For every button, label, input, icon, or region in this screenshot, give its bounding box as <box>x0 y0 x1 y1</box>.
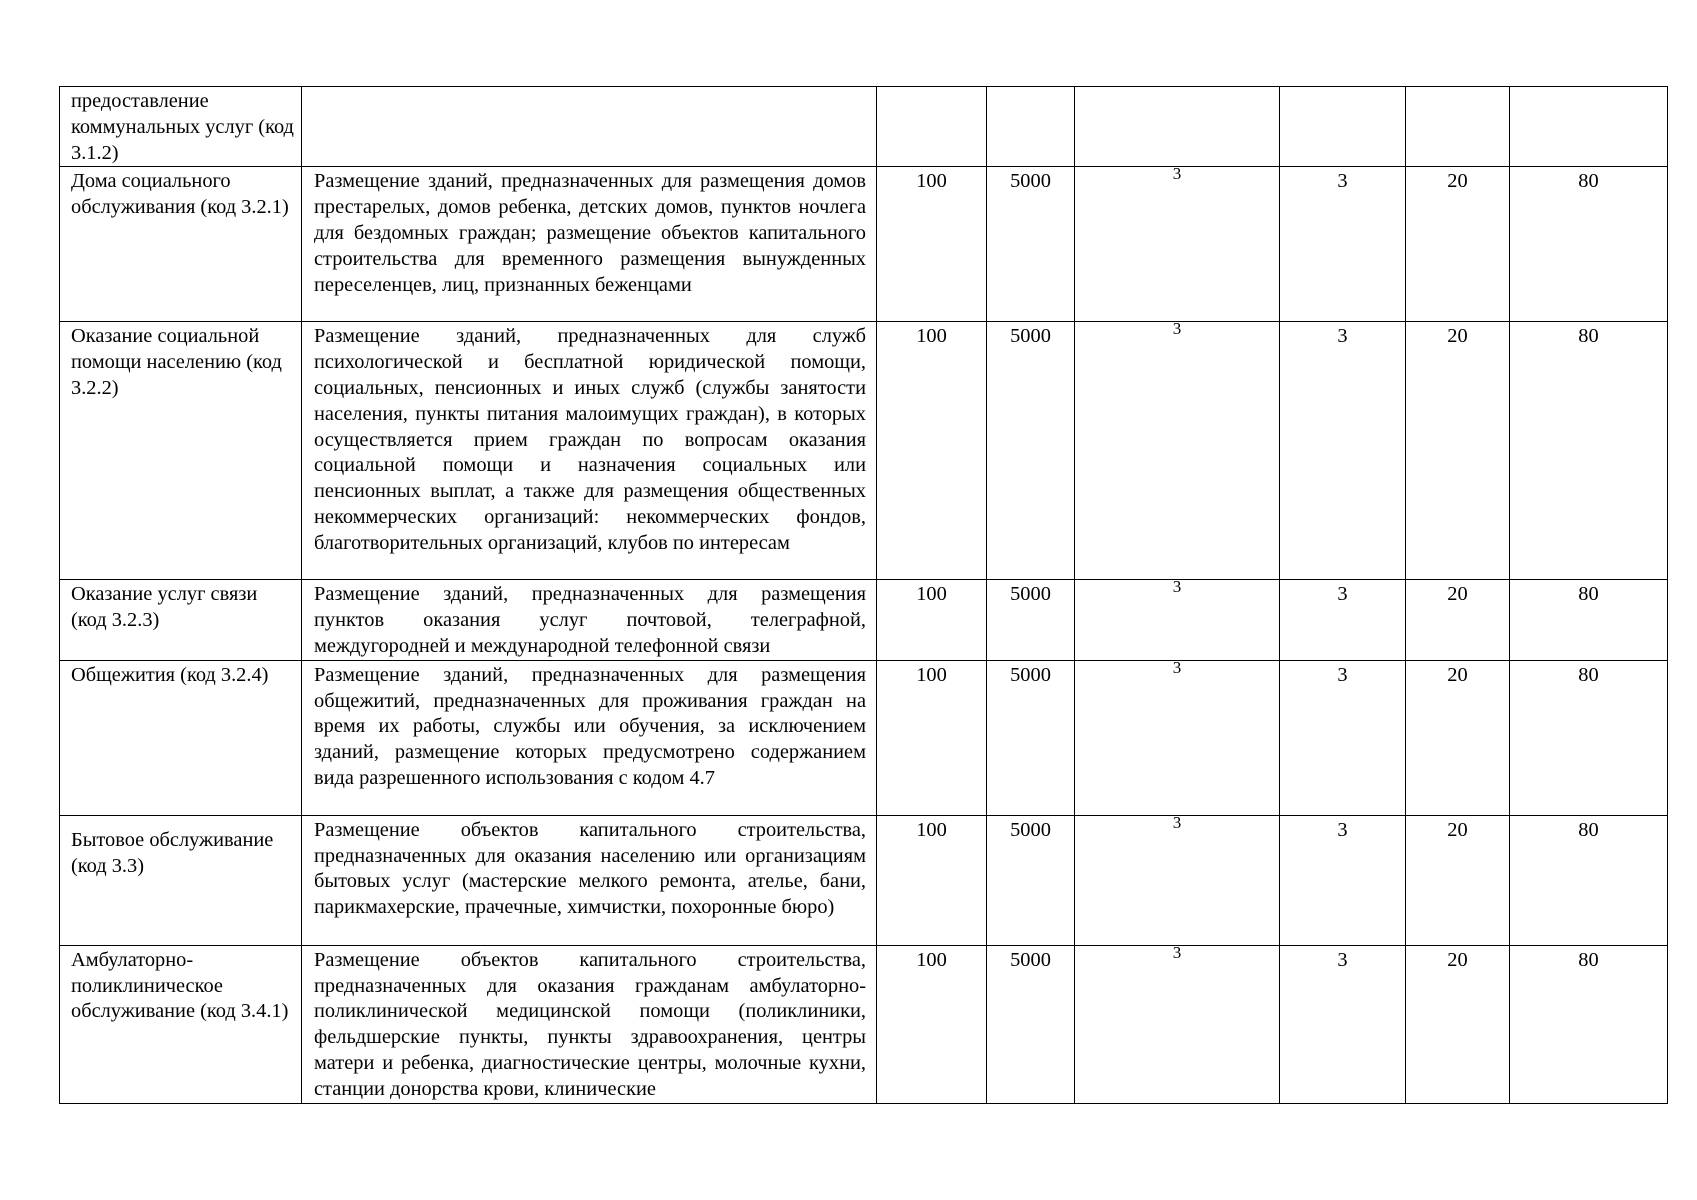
use-type-description <box>302 87 877 167</box>
table-row <box>60 945 1668 1103</box>
table-row <box>60 580 1668 660</box>
value-cell <box>1075 812 1280 945</box>
value-cell: 100 <box>877 167 987 322</box>
value-cell <box>1075 164 1280 322</box>
value-cell: 5000 <box>987 660 1075 815</box>
value-cell: 80 <box>1510 167 1668 322</box>
value-cell: 80 <box>1510 580 1668 660</box>
use-type-description: Размещение зданий, предназначенных для размещения домов престарелых, домов ребенка, детских домов, пунктов ночлега для бездомных граждан; размещение объектов капитального строительства для временного размещения вынужденных переселенцев, лиц, признанных беженцами <box>302 167 877 322</box>
value-cell: 20 <box>1406 945 1510 1103</box>
table-row <box>60 167 1668 322</box>
value-cell: 80 <box>1510 660 1668 815</box>
value-cell: 80 <box>1510 815 1668 945</box>
value-cell: 20 <box>1406 815 1510 945</box>
value-cell: 20 <box>1406 322 1510 580</box>
use-type-name: Оказание социальной помощи населению (код 3.2.2) <box>60 322 302 580</box>
value-cell <box>1406 87 1510 167</box>
land-use-regulations-table <box>59 86 1668 1104</box>
value-cell: 80 <box>1510 322 1668 580</box>
value-cell: 3 <box>1280 580 1406 660</box>
value-cell-text: 3 <box>1172 319 1182 339</box>
value-cell <box>877 87 987 167</box>
value-cell: 5000 <box>987 322 1075 580</box>
value-cell: 100 <box>877 322 987 580</box>
value-cell: 3 <box>1280 660 1406 815</box>
value-cell: 100 <box>877 945 987 1103</box>
value-cell: 5000 <box>987 167 1075 322</box>
use-type-name: Оказание услуг связи (код 3.2.3) <box>60 580 302 660</box>
table-row <box>60 322 1668 580</box>
value-cell: 20 <box>1406 660 1510 815</box>
value-cell: 3 <box>1280 945 1406 1103</box>
value-cell: 3 <box>1280 322 1406 580</box>
use-type-name: предоставление коммунальных услуг (код 3.1.2) <box>60 87 302 167</box>
table-row <box>60 815 1668 945</box>
table-row <box>60 660 1668 815</box>
value-cell: 3 <box>1280 815 1406 945</box>
value-cell <box>1280 87 1406 167</box>
value-cell: 20 <box>1406 580 1510 660</box>
use-type-name <box>60 815 302 945</box>
value-cell: 20 <box>1406 167 1510 322</box>
value-cell-text: 3 <box>1172 657 1182 677</box>
value-cell-text: 3 <box>1172 812 1182 832</box>
value-cell: 100 <box>877 580 987 660</box>
value-cell: 5000 <box>987 580 1075 660</box>
value-cell <box>1510 87 1668 167</box>
value-cell-text: 3 <box>1172 164 1182 184</box>
use-type-description: Размещение объектов капитального строительства, предназначенных для оказания гражданам амбулаторно-поликлинической медицинской помощи (поликлиники, фельдшерские пункты, пункты здравоохранения, центры матери и ребенка, диагностические центры, молочные кухни, станции донорства крови, клинические <box>302 945 877 1103</box>
value-cell-text: 3 <box>1172 577 1182 597</box>
value-cell <box>1075 942 1280 1103</box>
value-cell: 5000 <box>987 815 1075 945</box>
use-type-name: Общежития (код 3.2.4) <box>60 660 302 815</box>
use-type-description: Размещение зданий, предназначенных для размещения общежитий, предназначенных для проживания граждан на время их работы, службы или обучения, за исключением зданий, размещение которых предусмотрено содержанием вида разрешенного использования с кодом 4.7 <box>302 660 877 815</box>
use-type-name: Дома социального обслуживания (код 3.2.1) <box>60 167 302 322</box>
table-row <box>60 87 1668 167</box>
value-cell <box>1075 657 1280 815</box>
value-cell <box>1075 87 1280 167</box>
value-cell <box>987 87 1075 167</box>
value-cell: 100 <box>877 815 987 945</box>
value-cell: 80 <box>1510 945 1668 1103</box>
use-type-name: Амбулаторно-поликлиническое обслуживание (код 3.4.1) <box>60 945 302 1103</box>
value-cell: 100 <box>877 660 987 815</box>
use-type-description: Размещение зданий, предназначенных для служб психологической и бесплатной юридической помощи, социальных, пенсионных и иных служб (службы занятости населения, пункты питания малоимущих граждан), в которых осуществляется прием граждан по вопросам оказания социальной помощи и назначения социальных или пенсионных выплат, а также для размещения общественных некоммерческих организаций: некоммерческих фондов, благотворительных организаций, клубов по интересам <box>302 322 877 580</box>
use-type-name-text: Бытовое обслуживание (код 3.3) <box>71 828 274 877</box>
use-type-description: Размещение зданий, предназначенных для размещения пунктов оказания услуг почтовой, телеграфной, междугородней и международной телефонной связи <box>302 580 877 660</box>
value-cell <box>1075 319 1280 580</box>
use-type-description: Размещение объектов капитального строительства, предназначенных для оказания населению или организациям бытовых услуг (мастерские мелкого ремонта, ателье, бани, парикмахерские, прачечные, химчистки, похоронные бюро) <box>302 815 877 945</box>
value-cell <box>1075 577 1280 660</box>
value-cell-text: 3 <box>1172 942 1182 962</box>
value-cell: 5000 <box>987 945 1075 1103</box>
value-cell: 3 <box>1280 167 1406 322</box>
